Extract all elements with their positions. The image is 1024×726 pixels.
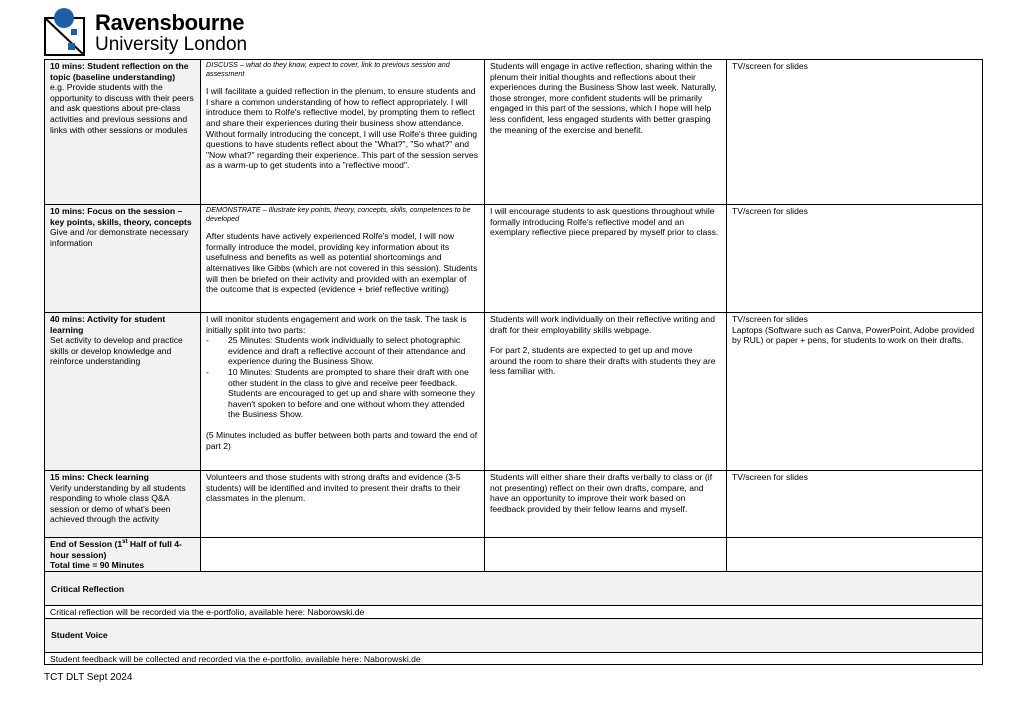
stage-cell <box>45 205 201 313</box>
table-row <box>45 205 983 313</box>
student-activity-text-2: For part 2, students are expected to get up and move around the room to share their drafts with students they are less familiar with. <box>490 345 716 377</box>
student-activity-text: I will encourage students to ask questions throughout while formally introducing Rolfe's reflective model and an exemplary reflective piece prepared by myself prior to class. <box>490 206 719 238</box>
stage-title: 15 mins: Check learning <box>50 472 149 482</box>
teacher-activity-cell <box>201 313 485 471</box>
table-row <box>45 60 983 205</box>
resources-text: TV/screen for slides <box>732 61 808 71</box>
logo-name: Ravensbourne <box>95 10 245 35</box>
teacher-activity-cell <box>201 205 485 313</box>
stage-description: Set activity to develop and practice skills or develop knowledge and reinforce understanding <box>50 335 183 367</box>
page-footer: TCT DLT Sept 2024 <box>44 672 133 683</box>
student-activity-text: Students will engage in active reflection, sharing within the plenum their initial thoughts and reflections about their experiences during the Business Show last week. Naturally, those stronger, more confident students will be primarily engaged in this part of the sessions, which I hope will help less confident, less engaged students with better grasping the meaning of the exercise and benefit. <box>490 61 717 135</box>
stage-cell <box>45 471 201 538</box>
logo-subtitle: University London <box>95 34 248 55</box>
teacher-activity-cell <box>201 60 485 205</box>
critical-reflection-header-row <box>45 572 983 606</box>
student-activity-cell <box>485 313 727 471</box>
end-of-session-row <box>45 538 983 572</box>
resources-text: TV/screen for slides <box>732 206 808 216</box>
resources-cell <box>727 205 983 313</box>
list-item: - 10 Minutes: Students are prompted to share their draft with one other student in the class to give and receive peer feedback. Students are encouraged to get up and share with someone they haven't spoken to before and one without whom they attended the Business Show. <box>206 366 475 420</box>
end-of-session-title: End of Session (1st Half of full 4-hour session) <box>50 539 182 560</box>
stage-cell <box>45 60 201 205</box>
teacher-activity-text: I will facilitate a guided reflection in the plenum, to ensure students and I share a common understanding of how to reflect appropriately. I will introduce them to Rolfe's reflective model, by prompting them to reflect and share their experiences during their business show attendance. Without formally introducing the concept, I will use Rolfe's three guiding questions to have students reflect about the "What?", "So what?" and "Now what?" regarding their experience. This part of the session serves as a warm-up to get students into a "reflective mood". <box>206 86 479 171</box>
stage-title: 10 mins: Student reflection on the topic (baseline understanding) <box>50 61 189 82</box>
student-voice-row <box>45 652 983 665</box>
critical-reflection-heading: Critical Reflection <box>45 572 983 606</box>
end-of-session-cell <box>45 538 201 572</box>
stage-title: 10 mins: Focus on the session – key points, skills, theory, concepts <box>50 206 192 227</box>
critical-reflection-text: Critical reflection will be recorded via the e-portfolio, available here: Naborowski.de <box>45 606 983 619</box>
table-row <box>45 471 983 538</box>
session-plan-table <box>44 59 983 665</box>
resources-cell <box>727 471 983 538</box>
teacher-activity-cell <box>201 471 485 538</box>
resources-cell <box>727 313 983 471</box>
student-activity-cell <box>485 471 727 538</box>
critical-reflection-row <box>45 606 983 619</box>
teacher-activity-intro: I will monitor students engagement and work on the task. The task is initially split into two parts: <box>206 314 467 335</box>
stage-note: DISCUSS – what do they know, expect to cover, link to previous session and assessment <box>206 60 450 78</box>
ravensbourne-logo-icon <box>44 8 86 56</box>
teacher-activity-text: After students have actively experienced Rolfe's model, I will now formally introduce the model, providing key information about its usefulness and benefits as well as potential shortcomings and alternatives like Gibbs (which are not covered in this session). Students will then be briefed on their activity and provided with an exemplar of the outcome that is expected (evidence + brief reflective writing) <box>206 231 478 295</box>
total-time: Total time = 90 Minutes <box>50 560 145 571</box>
table-row <box>45 313 983 471</box>
stage-description: Give and /or demonstrate necessary information <box>50 227 189 248</box>
student-voice-text: Student feedback will be collected and recorded via the e-portfolio, available here: Naborowski.de <box>45 652 983 665</box>
stage-description: e.g. Provide students with the opportunity to discuss with their peers and ask questions about pre-class activities and previous sessions and links with other sessions or modules <box>50 82 194 135</box>
student-activity-cell <box>485 205 727 313</box>
resources-cell <box>727 60 983 205</box>
stage-note: DEMONSTRATE – Illustrate key points, theory, concepts, skills, competences to be developed <box>206 205 471 223</box>
student-activity-cell <box>485 60 727 205</box>
teacher-activity-text: Volunteers and those students with strong drafts and evidence (3-5 students) will be identified and invited to present their drafts to their classmates in the plenum. <box>206 472 461 504</box>
teacher-activity-outro: (5 Minutes included as buffer between both parts and toward the end of part 2) <box>206 429 478 451</box>
stage-description: Verify understanding by all students responding to whole class Q&A session or demo of what's been achieved through the activity <box>50 482 186 525</box>
list-item: - 25 Minutes: Students work individually to select photographic evidence and draft a reflective account of their attendance and experience during the Business Show. <box>206 335 466 367</box>
resources-text-2: Laptops (Software such as Canva, PowerPoint, Adobe provided by RUL) or paper + pens, for students to work on their drafts. <box>732 324 975 346</box>
resources-text: TV/screen for slides <box>732 314 808 324</box>
student-voice-heading: Student Voice <box>45 618 983 652</box>
stage-title: 40 mins: Activity for student learning <box>50 314 166 335</box>
student-voice-header-row <box>45 618 983 652</box>
student-activity-text: Students will either share their drafts verbally to class or (if not presenting) reflect on their own drafts, compare, and have an opportunity to improve their work based on feedback provided by their fellow learns and myself. <box>490 472 713 514</box>
student-activity-text: Students will work individually on their reflective writing and draft for their employability skills webpage. <box>490 314 715 335</box>
stage-cell <box>45 313 201 471</box>
resources-text: TV/screen for slides <box>732 472 808 482</box>
